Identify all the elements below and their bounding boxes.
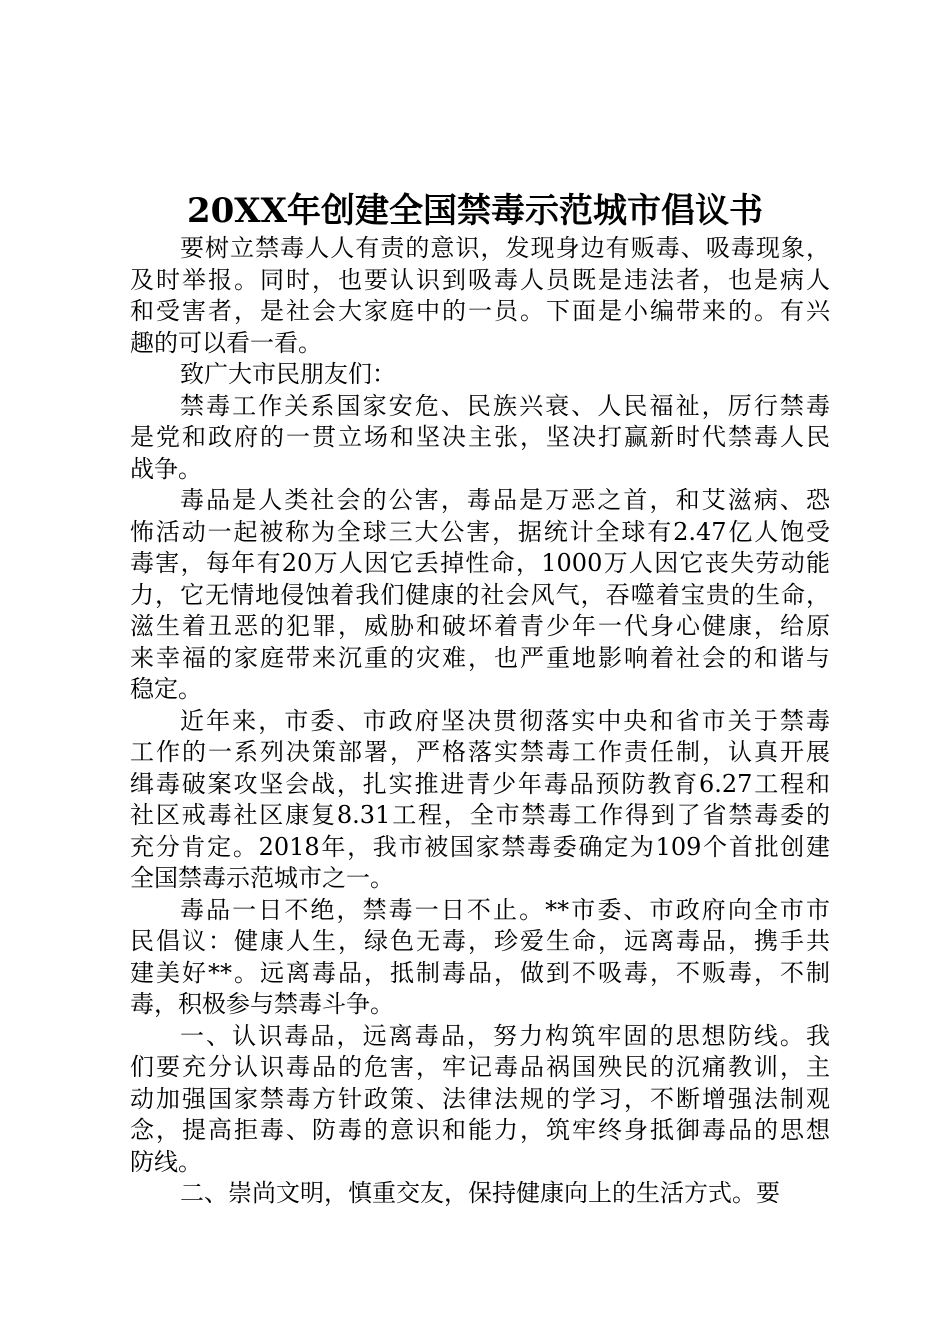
paragraph-line: 致广大市民朋友们： [180, 360, 396, 388]
paragraph-line: 和受害者，是社会大家庭中的一员。下面是小编带来的。有兴 [130, 297, 830, 325]
paragraph-line: 一、认识毒品，远离毒品，努力构筑牢固的思想防线。我 [180, 1021, 830, 1050]
paragraph-line: 毒，积极参与禁毒斗争。 [130, 990, 394, 1018]
paragraph [130, 1178, 830, 1210]
paragraph [130, 895, 830, 1021]
paragraph [130, 391, 830, 486]
paragraph-line: 趣的可以看一看。 [130, 328, 322, 357]
paragraph-line: 防线。 [130, 1147, 202, 1176]
document-title: 20XX年创建全国禁毒示范城市倡议书 [186, 191, 764, 231]
paragraph [130, 359, 830, 391]
paragraph-line: 战争。 [130, 454, 202, 483]
paragraph-line: 工作的一系列决策部署，严格落实禁毒工作责任制，认真开展 [130, 738, 830, 766]
paragraph-line: 是党和政府的一贯立场和坚决主张，坚决打赢新时代禁毒人民 [130, 423, 830, 451]
paragraph-line: 怖活动一起被称为全球三大公害，据统计全球有2.47亿人饱受 [130, 517, 830, 546]
paragraph-line: 毒害，每年有20万人因它丢掉性命，1000万人因它丧失劳动能 [130, 549, 830, 577]
paragraph-line: 毒品一日不绝，禁毒一日不止。**市委、市政府向全市市 [180, 895, 830, 924]
paragraph-line: 动加强国家禁毒方针政策、法律法规的学习，不断增强法制观 [130, 1084, 830, 1113]
paragraph-line: 全国禁毒示范城市之一。 [130, 864, 394, 892]
paragraph-line: 念，提高拒毒、防毒的意识和能力，筑牢终身抵御毒品的思想 [130, 1116, 830, 1144]
paragraph [130, 706, 830, 895]
paragraph [130, 233, 830, 359]
paragraph-line: 来幸福的家庭带来沉重的灾难，也严重地影响着社会的和谐与 [130, 643, 830, 672]
paragraph-line: 缉毒破案攻坚会战，扎实推进青少年毒品预防教育6.27工程和 [130, 769, 830, 798]
paragraph-line: 毒品是人类社会的公害，毒品是万恶之首，和艾滋病、恐 [180, 486, 830, 514]
paragraph-line: 滋生着丑恶的犯罪，威胁和破坏着青少年一代身心健康，给原 [130, 612, 830, 640]
paragraph [130, 1021, 830, 1179]
paragraph-line: 力，它无情地侵蚀着我们健康的社会风气，吞噬着宝贵的生命， [130, 580, 830, 609]
paragraph [130, 485, 830, 706]
paragraph-line: 民倡议：健康人生，绿色无毒，珍爱生命，远离毒品，携手共 [130, 927, 830, 955]
paragraph-line: 禁毒工作关系国家安危、民族兴衰、人民福祉，厉行禁毒 [180, 391, 830, 420]
paragraph-line: 建美好**。远离毒品，抵制毒品，做到不吸毒，不贩毒，不制 [130, 958, 830, 987]
paragraph-line: 二、崇尚文明，慎重交友，保持健康向上的生活方式。要 [180, 1179, 780, 1207]
paragraph-line: 及时举报。同时，也要认识到吸毒人员既是违法者，也是病人 [130, 265, 830, 294]
paragraph-line: 要树立禁毒人人有责的意识，发现身边有贩毒、吸毒现象， [180, 234, 830, 262]
paragraph-line: 们要充分认识毒品的危害，牢记毒品祸国殃民的沉痛教训，主 [130, 1053, 830, 1081]
paragraph-line: 近年来，市委、市政府坚决贯彻落实中央和省市关于禁毒 [180, 706, 830, 735]
paragraph-line: 社区戒毒社区康复8.31工程，全市禁毒工作得到了省禁毒委的 [130, 801, 830, 829]
paragraph-line: 充分肯定。2018年，我市被国家禁毒委确定为109个首批创建 [130, 832, 830, 861]
paragraph-line: 稳定。 [130, 675, 202, 703]
document-body [130, 233, 830, 1210]
